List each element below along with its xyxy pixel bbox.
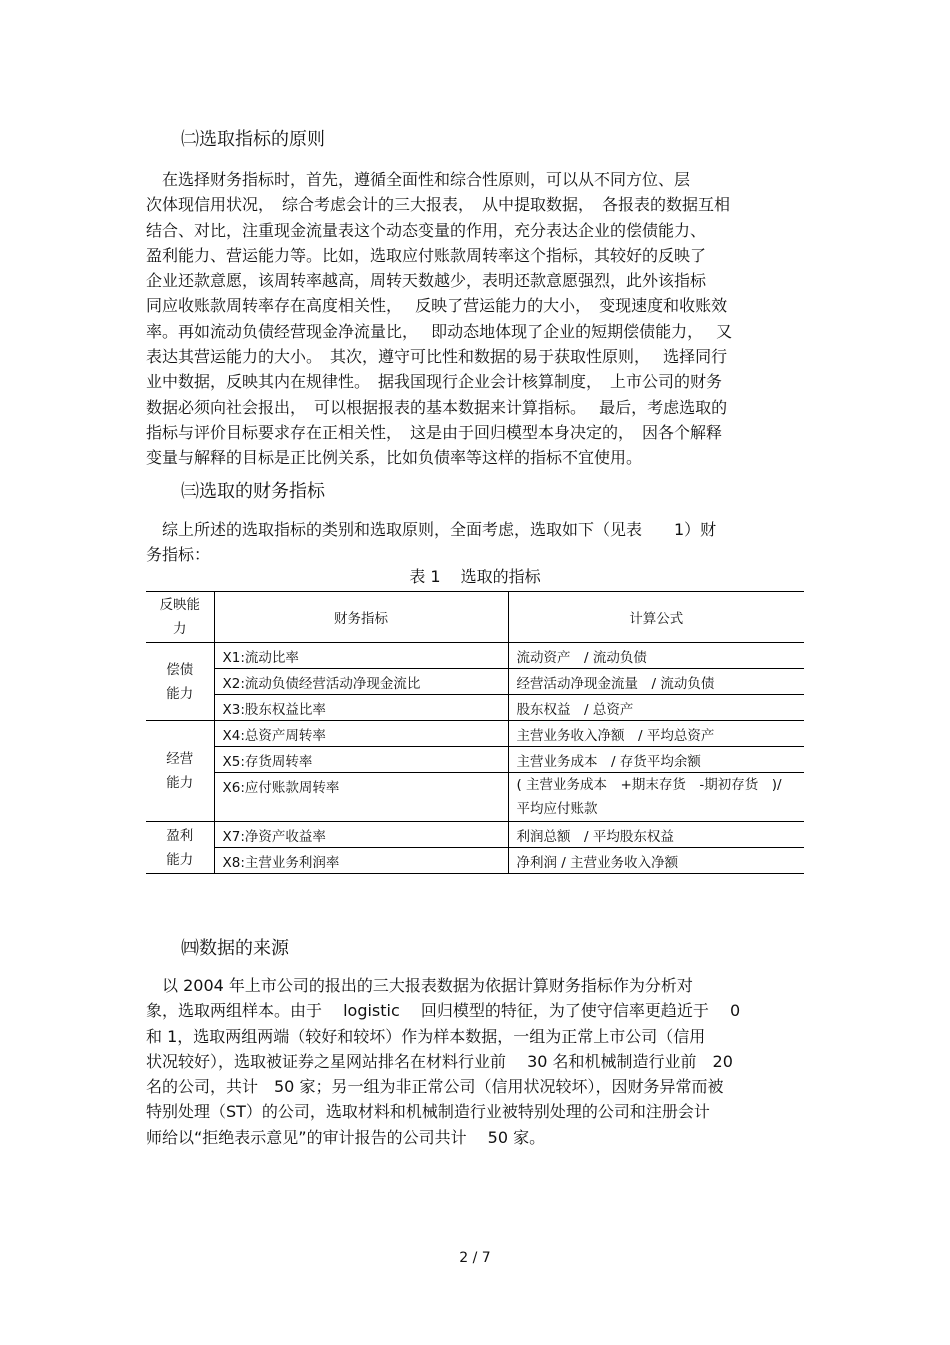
paragraph <box>146 167 810 471</box>
paragraph <box>146 517 810 568</box>
table-header-row <box>146 592 804 643</box>
formula-cell: 股东权益 / 总资产 <box>508 695 804 721</box>
text-line: 结合、对比，注重现金流量表这个动态变量的作用，充分表达企业的偿债能力、 <box>146 220 707 240</box>
formula-cell: 主营业务收入净额 / 平均总资产 <box>508 721 804 747</box>
header-indicator: 财务指标 <box>214 592 508 643</box>
text-line: 率。再如流动负债经营现金净流量比， 即动态地体现了企业的短期偿债能力， 又 <box>146 321 733 341</box>
formula-cell: 经营活动净现金流量 / 流动负债 <box>508 669 804 695</box>
formula-cell: 主营业务成本 / 存货平均余额 <box>508 747 804 773</box>
formula-cell: 流动资产 / 流动负债 <box>508 643 804 669</box>
table-row <box>146 773 804 822</box>
indicator-cell: X5:存货周转率 <box>214 747 508 773</box>
indicator-cell: X1:流动比率 <box>214 643 508 669</box>
text-line: 综上所述的选取指标的类别和选取原则，全面考虑，选取如下（见表 1）财 <box>146 520 717 539</box>
indicator-cell: X6:应付账款周转率 <box>214 773 508 822</box>
table-row <box>146 848 804 874</box>
capability-cell: 偿债能力 <box>146 643 214 721</box>
text-line: 表达其营运能力的大小。 其次，遵守可比性和数据的易于获取性原则， 选择同行 <box>146 347 728 367</box>
indicator-cell: X4:总资产周转率 <box>214 721 508 747</box>
formula-cell: 净利润 / 主营业务收入净额 <box>516 854 679 871</box>
table-row <box>146 695 804 721</box>
paragraph <box>146 973 810 1150</box>
indicator-cell: X7:净资产收益率 <box>214 822 508 848</box>
page-number: 2 / 7 <box>459 1250 491 1266</box>
section-heading: ㈣数据的来源 <box>181 938 289 959</box>
text-line: 数据必须向社会报出， 可以根据报表的基本数据来计算指标。 最后，考虑选取的 <box>146 397 728 417</box>
table-number: 表 1 <box>409 567 441 586</box>
formula-cell <box>508 773 804 822</box>
indicator-cell: X2:流动负债经营活动净现金流比 <box>214 669 508 695</box>
text-line: 在选择财务指标时，首先，遵循全面性和综合性原则，可以从不同方位、层 <box>146 170 691 189</box>
text-line: 状况较好），选取被证券之星网站排名在材料行业前 30 名和机械制造行业前 20 <box>146 1051 733 1071</box>
text-line: 以 2004 年上市公司的报出的三大报表数据为依据计算财务指标作为分析对 <box>146 976 693 995</box>
table-row <box>146 643 804 669</box>
text-line: 特别处理（ST）的公司，选取材料和机械制造行业被特别处理的公司和注册会计 <box>146 1102 710 1122</box>
text-line: 同应收账款周转率存在高度相关性， 反映了营运能力的大小， 变现速度和收账效 <box>146 296 728 316</box>
table-row <box>146 669 804 695</box>
table-caption <box>0 566 950 588</box>
text-line: 和 1，选取两组两端（较好和较坏）作为样本数据，一组为正常上市公司（信用 <box>146 1026 706 1046</box>
capability-cell: 经营能力 <box>146 721 214 822</box>
text-line: 企业还款意愿，该周转率越高，周转天数越少，表明还款意愿强烈，此外该指标 <box>146 271 707 291</box>
text-line: 业中数据，反映其内在规律性。 据我国现行企业会计核算制度， 上市公司的财务 <box>146 372 723 392</box>
indicator-cell: X8:主营业务利润率 <box>214 848 508 874</box>
section-heading: ㈡选取指标的原则 <box>181 129 325 150</box>
table-row <box>146 721 804 747</box>
text-line: 指标与评价目标要求存在正相关性， 这是由于回归模型本身决定的， 因各个解释 <box>146 422 723 442</box>
text-line: 变量与解释的目标是正比例关系，比如负债率等这样的指标不宜使用。 <box>146 448 643 468</box>
text-line: 务指标： <box>146 545 211 565</box>
text-line: 师给以“拒绝表示意见”的审计报告的公司共计 50 家。 <box>146 1127 546 1147</box>
header-formula: 计算公式 <box>508 592 804 643</box>
table-row <box>146 747 804 773</box>
formula-line: ( 主营业务成本 +期末存货 -期初存货 )/ <box>516 777 782 793</box>
text-line: 象，选取两组样本。由于 logistic 回归模型的特征，为了使守信率更趋近于 0 <box>146 1001 741 1021</box>
indicator-cell: X3:股东权益比率 <box>214 695 508 721</box>
section-heading: ㈢选取的财务指标 <box>181 481 325 502</box>
header-capability: 反映能力 <box>146 592 214 643</box>
formula-line: 平均应付账款 <box>516 801 598 817</box>
table-row <box>146 822 804 848</box>
text-line: 盈利能力、营运能力等。比如，选取应付账款周转率这个指标，其较好的反映了 <box>146 245 707 265</box>
capability-cell: 盈利能力 <box>146 822 214 874</box>
table-title: 选取的指标 <box>460 567 541 586</box>
text-line: 名的公司，共计 50 家；另一组为非正常公司（信用状况较坏），因财务异常而被 <box>146 1077 724 1097</box>
indicator-table <box>146 591 804 874</box>
text-line: 次体现信用状况， 综合考虑会计的三大报表， 从中提取数据， 各报表的数据互相 <box>146 195 731 215</box>
formula-cell: 利润总额 / 平均股东权益 <box>508 822 804 848</box>
